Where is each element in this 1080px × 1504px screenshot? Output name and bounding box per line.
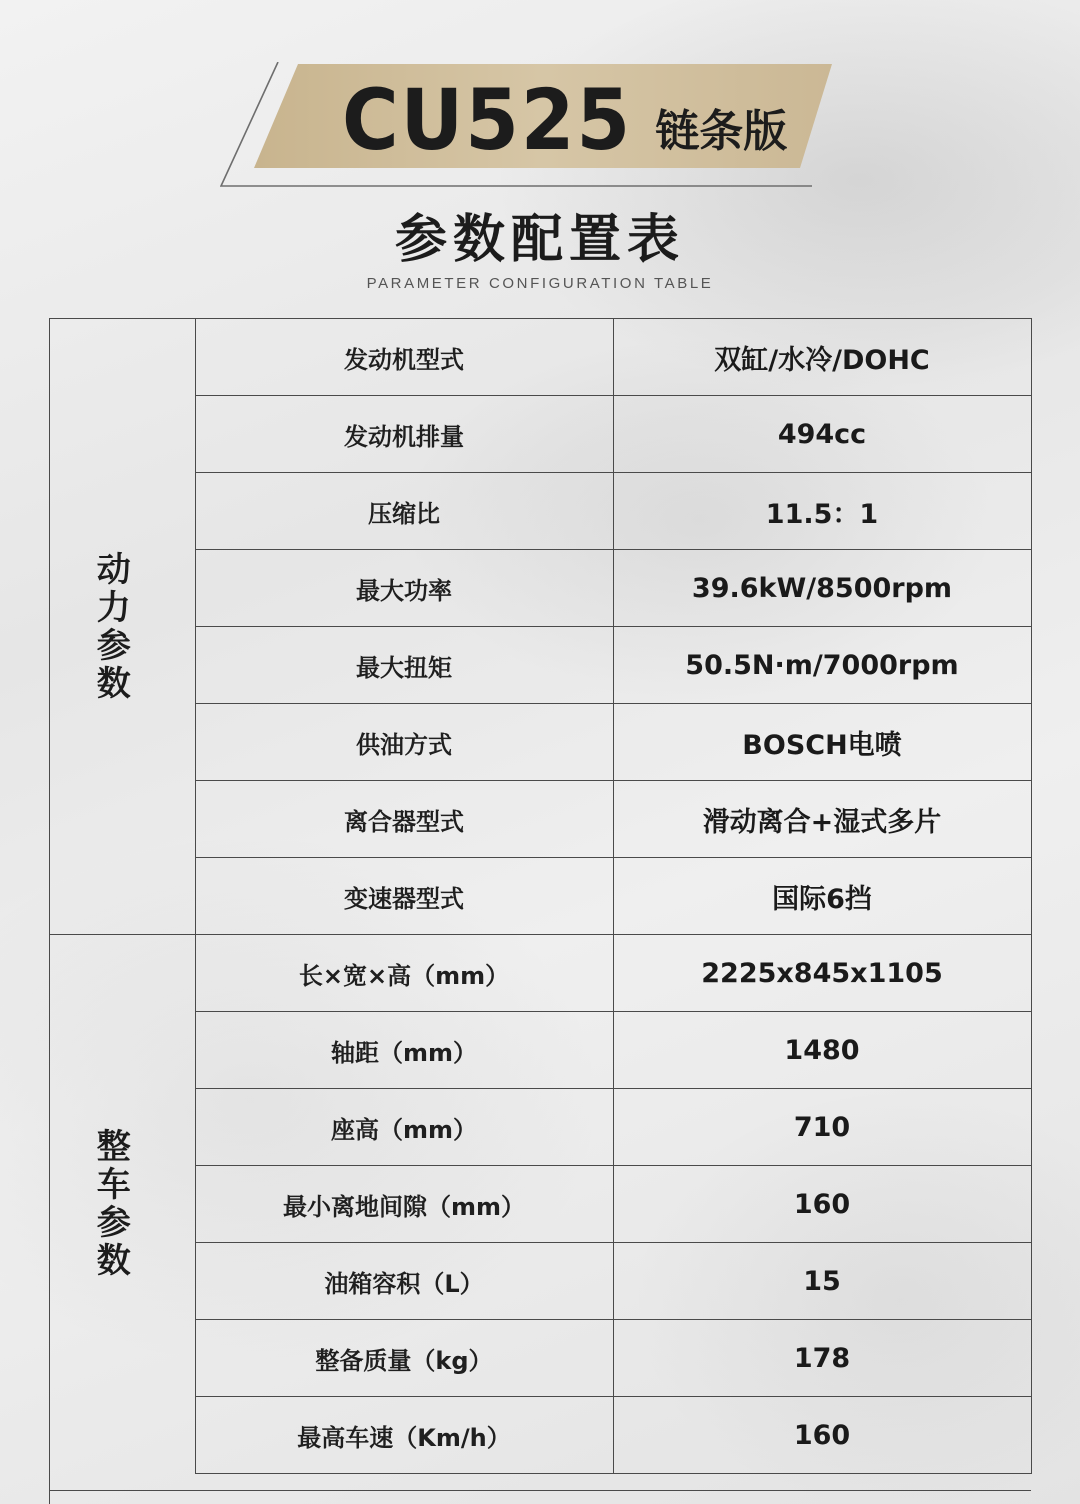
spec-table — [49, 318, 1032, 1474]
param-value-cell: 39.6kW/8500rpm — [613, 550, 1031, 627]
page-subtitle: PARAMETER CONFIGURATION TABLE — [366, 275, 714, 292]
param-value-cell: 11.5：1 — [613, 473, 1031, 550]
param-name-cell: 整备质量（kg） — [195, 1320, 613, 1397]
param-value-cell: 国际6挡 — [613, 858, 1031, 935]
param-value-cell: 2225x845x1105 — [613, 935, 1031, 1012]
table-row — [49, 704, 1031, 781]
table-row — [49, 1397, 1031, 1474]
table-continuation-line — [49, 1490, 1031, 1491]
table-row — [49, 1166, 1031, 1243]
table-row — [49, 781, 1031, 858]
param-name-cell: 座高（mm） — [195, 1089, 613, 1166]
param-name-cell: 轴距（mm） — [195, 1012, 613, 1089]
param-name-cell: 最小离地间隙（mm） — [195, 1166, 613, 1243]
param-value-cell: 双缸/水冷/DOHC — [613, 319, 1031, 396]
param-value-cell: 1480 — [613, 1012, 1031, 1089]
group-label: 整车参数 — [96, 1127, 131, 1282]
table-left-border — [49, 318, 50, 1504]
banner-title — [342, 71, 788, 169]
param-value-cell: 160 — [613, 1397, 1031, 1474]
group-cell — [49, 935, 195, 1474]
param-value-cell: BOSCH电喷 — [613, 704, 1031, 781]
table-row — [49, 1089, 1031, 1166]
param-value-cell: 178 — [613, 1320, 1031, 1397]
table-row — [49, 858, 1031, 935]
table-row — [49, 319, 1031, 396]
edition-label: 链条版 — [655, 106, 788, 157]
table-row — [49, 396, 1031, 473]
table-row — [49, 1243, 1031, 1320]
param-name-cell: 长×宽×高（mm） — [195, 935, 613, 1012]
param-name-cell: 油箱容积（L） — [195, 1243, 613, 1320]
param-name-cell: 供油方式 — [195, 704, 613, 781]
param-value-cell: 710 — [613, 1089, 1031, 1166]
param-name-cell: 发动机型式 — [195, 319, 613, 396]
param-name-cell: 最高车速（Km/h） — [195, 1397, 613, 1474]
param-name-cell: 最大扭矩 — [195, 627, 613, 704]
param-value-cell: 50.5N·m/7000rpm — [613, 627, 1031, 704]
param-value-cell: 494cc — [613, 396, 1031, 473]
table-row — [49, 473, 1031, 550]
group-label: 动力参数 — [96, 549, 131, 704]
table-row — [49, 935, 1031, 1012]
table-row — [49, 1320, 1031, 1397]
param-name-cell: 最大功率 — [195, 550, 613, 627]
model-name: CU525 — [342, 71, 632, 169]
group-cell — [49, 319, 195, 935]
spec-table-body — [49, 319, 1031, 1474]
param-name-cell: 变速器型式 — [195, 858, 613, 935]
param-name-cell: 离合器型式 — [195, 781, 613, 858]
title-banner — [220, 62, 832, 188]
table-row — [49, 550, 1031, 627]
table-row — [49, 627, 1031, 704]
param-name-cell: 压缩比 — [195, 473, 613, 550]
param-value-cell: 15 — [613, 1243, 1031, 1320]
param-value-cell: 滑动离合+湿式多片 — [613, 781, 1031, 858]
param-name-cell: 发动机排量 — [195, 396, 613, 473]
table-row — [49, 1012, 1031, 1089]
page-title: 参数配置表 — [394, 210, 685, 270]
param-value-cell: 160 — [613, 1166, 1031, 1243]
